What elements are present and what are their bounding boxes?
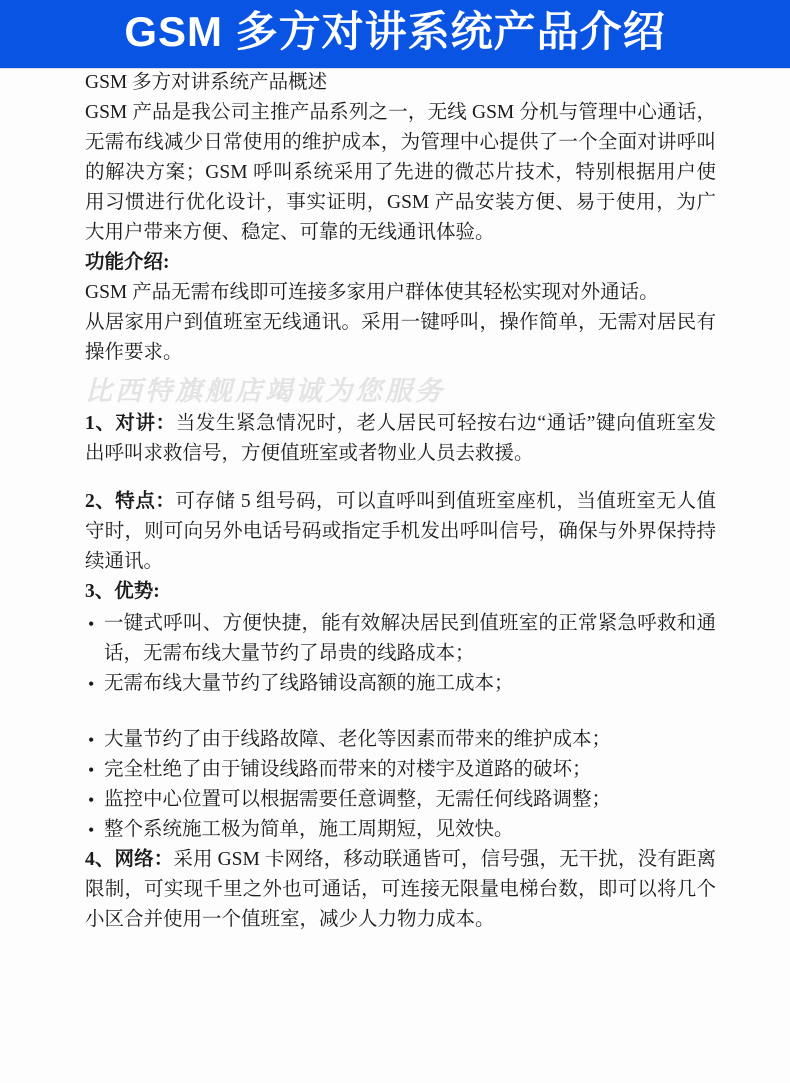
advantages-list-group-2 bbox=[85, 725, 716, 845]
advantage-item: • 大量节约了由于线路故障、老化等因素而带来的维护成本； bbox=[85, 725, 716, 755]
body-content bbox=[0, 68, 790, 935]
features-intro-line-2: 从居家用户到值班室无线通讯。采用一键呼叫，操作简单，无需对居民有操作要求。 bbox=[85, 312, 716, 363]
section-intercom bbox=[85, 409, 716, 469]
overview-title: GSM 多方对讲系统产品概述 bbox=[85, 72, 328, 93]
section-features-label: 2、特点： bbox=[85, 491, 176, 512]
features-heading: 功能介绍: bbox=[85, 252, 170, 273]
section-network bbox=[85, 845, 716, 935]
page-title: GSM 多方对讲系统产品介绍 bbox=[124, 8, 666, 55]
overview-paragraph: GSM 产品是我公司主推产品系列之一，无线 GSM 分机与管理中心通话，无需布线减少日常使用的维护成本，为管理中心提供了一个全面对讲呼叫的解决方案；GSM 呼叫系统采用了先进的微芯片技术，特别根据用户使用习惯进行优化设计，事实证明，GSM 产品安装方便、易于使用，为广大用户带来方便、稳定、可靠的无线通讯体验。 bbox=[85, 102, 716, 243]
features-intro-line-1: GSM 产品无需布线即可连接多家用户群体使其轻松实现对外通话。 bbox=[85, 282, 659, 303]
section-intercom-label: 1、对讲： bbox=[85, 413, 176, 434]
advantage-item: • 整个系统施工极为简单，施工周期短，见效快。 bbox=[85, 815, 716, 845]
store-watermark: 比西特旗舰店竭诚为您服务 bbox=[85, 376, 445, 406]
advantage-item: • 一键式呼叫、方便快捷，能有效解决居民到值班室的正常紧急呼救和通话，无需布线大量节约了昂贵的线路成本； bbox=[85, 609, 716, 669]
header-banner bbox=[0, 0, 790, 68]
advantage-item: • 监控中心位置可以根据需要任意调整，无需任何线路调整； bbox=[85, 785, 716, 815]
section-network-label: 4、网络： bbox=[85, 849, 174, 870]
section-intercom-text: 当发生紧急情况时，老人居民可轻按右边“通话”键向值班室发出呼叫求救信号，方便值班室或者物业人员去救援。 bbox=[85, 413, 716, 464]
advantages-list-group-1 bbox=[85, 609, 716, 699]
section-network-text: 采用 GSM 卡网络，移动联通皆可，信号强，无干扰，没有距离限制，可实现千里之外也可通话，可连接无限量电梯台数，即可以将几个小区合并使用一个值班室，减少人力物力成本。 bbox=[85, 849, 716, 930]
advantage-item: • 无需布线大量节约了线路铺设高额的施工成本； bbox=[85, 669, 716, 699]
section-features-text: 可存储 5 组号码，可以直呼叫到值班室座机，当值班室无人值守时，则可向另外电话号码或指定手机发出呼叫信号，确保与外界保持持续通讯。 bbox=[85, 491, 716, 572]
advantage-item: • 完全杜绝了由于铺设线路而带来的对楼宇及道路的破坏； bbox=[85, 755, 716, 785]
section-advantages-heading: 3、优势: bbox=[85, 581, 160, 602]
section-features bbox=[85, 487, 716, 577]
